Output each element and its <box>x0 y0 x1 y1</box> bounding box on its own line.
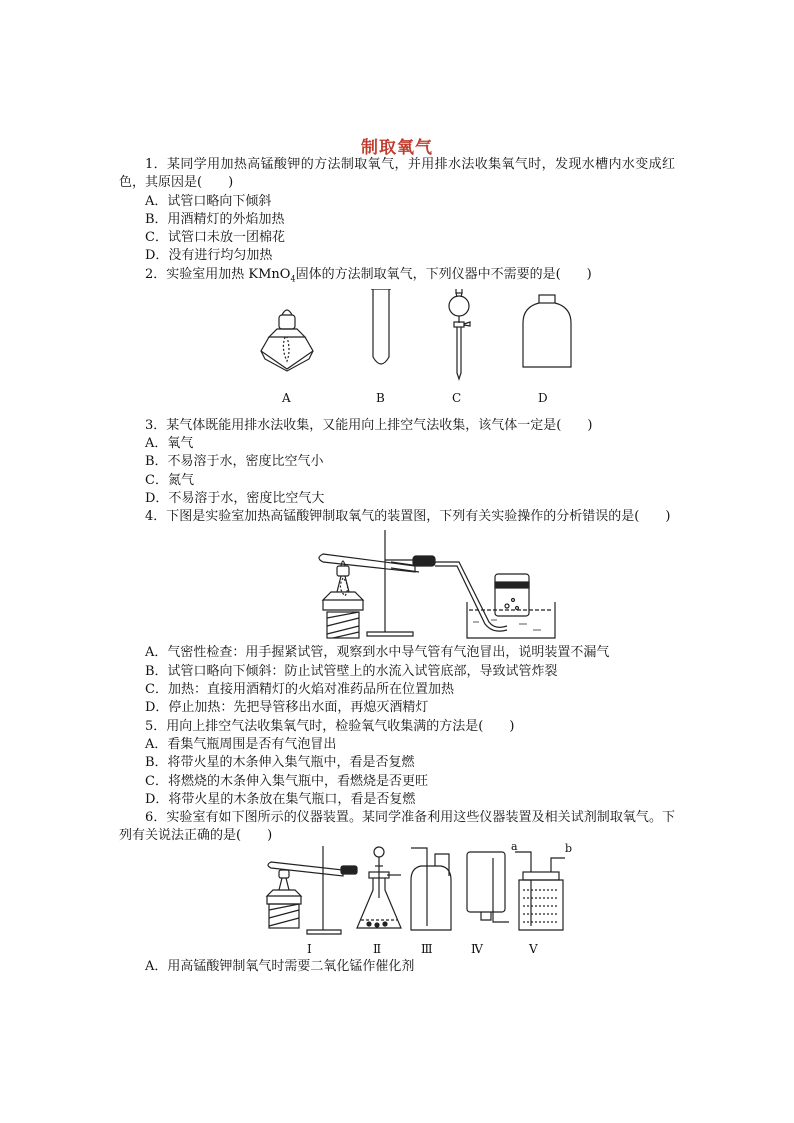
option-a: A．气密性检查：用手握紧试管，观察到水中导气管有气泡冒出，说明装置不漏气 <box>145 645 610 661</box>
question-stem: 1．某同学用加热高锰酸钾的方法制取氧气，并用排水法收集氧气时，发现水槽内水变成红色，其原因是( ) <box>119 157 675 191</box>
figure-label-b: B <box>376 390 385 405</box>
option-b: B．试管口略向下倾斜：防止试管壁上的水流入试管底部，导致试管炸裂 <box>145 663 558 679</box>
option-d: D．没有进行均匀加热 <box>145 248 273 264</box>
option-c: C．将燃烧的木条伸入集气瓶中，看燃烧是否更旺 <box>145 773 428 789</box>
question-1 <box>119 156 675 266</box>
apparatus-set-svg <box>119 846 675 958</box>
question-4 <box>119 508 675 717</box>
figure-label-iv: Ⅳ <box>471 941 483 956</box>
option-c: C．试管口未放一团棉花 <box>145 230 285 246</box>
stem-text: 固体的方法制取氧气，下列仪器中不需要的是( ) <box>295 266 592 282</box>
figure-label-iii: Ⅲ <box>421 941 433 956</box>
alcohol-lamp-icon <box>323 561 363 610</box>
figure-label-a: A <box>282 390 291 405</box>
multipurpose-bottle-icon <box>515 852 565 930</box>
page-title: 制取氧气 <box>361 138 433 158</box>
option-a: A．氧气 <box>145 435 194 451</box>
question-stem: 3．某气体既能用排水法收集，又能用向上排空气法收集，该气体一定是( ) <box>145 417 593 433</box>
separatory-funnel-icon <box>449 289 470 379</box>
question-stem: 5．用向上排空气法收集氧气时，检验氧气收集满的方法是( ) <box>145 718 515 734</box>
reagent-bottle-icon <box>523 295 571 367</box>
port-label-a: a <box>511 839 518 853</box>
option-b: B．将带火星的木条伸入集气瓶中，看是否复燃 <box>145 755 415 771</box>
question-5 <box>119 718 675 809</box>
apparatus-set-figure <box>119 839 675 958</box>
inverted-bottle-icon <box>467 852 509 922</box>
apparatus-figure <box>119 526 675 644</box>
option-d: D．不易溶于水，密度比空气大 <box>145 490 325 506</box>
water-trough-icon <box>467 602 555 638</box>
question-stem <box>119 266 675 289</box>
question-stem: 6．实验室有如下图所示的仪器装置。某同学准备利用这些仪器装置及相关试剂制取氧气。下列有关说法正确的是( ) <box>119 810 675 844</box>
test-tube-icon <box>371 289 391 364</box>
figure-label-i: Ⅰ <box>307 941 312 956</box>
option-a: A．用高锰酸钾制氧气时需要二氧化锰作催化剂 <box>145 958 415 974</box>
option-d: D．停止加热：先把导管移出水面，再熄灭酒精灯 <box>145 700 429 716</box>
figure-label-v: Ⅴ <box>529 941 538 956</box>
question-3 <box>119 417 675 508</box>
test-tube-icon <box>319 554 419 572</box>
delivery-tube-icon <box>435 562 507 631</box>
apparatus-svg <box>119 526 675 644</box>
port-label-b: b <box>565 841 573 855</box>
option-a: A．试管口略向下倾斜 <box>145 193 272 209</box>
option-a: A．看集气瓶周围是否有气泡冒出 <box>145 736 337 752</box>
wooden-block-icon <box>327 612 359 638</box>
question-list <box>119 156 675 976</box>
heating-apparatus-icon <box>267 846 357 934</box>
stem-text: 2．实验室用加热 KMnO <box>145 266 291 282</box>
option-d: D．将带火星的木条放在集气瓶口，看是否复燃 <box>145 791 416 807</box>
iron-stand-icon <box>367 530 435 636</box>
option-c: C．加热：直接用酒精灯的火焰对准药品所在位置加热 <box>145 682 454 698</box>
gas-washing-bottle-icon <box>411 848 451 930</box>
instruments-svg <box>119 289 675 417</box>
figure-label-ii: Ⅱ <box>373 941 382 956</box>
alcohol-lamp-icon <box>261 310 313 371</box>
question-stem: 4．下图是实验室加热高锰酸钾制取氧气的装置图，下列有关实验操作的分析错误的是( ) <box>145 509 671 525</box>
question-2 <box>119 266 675 417</box>
option-b: B．用酒精灯的外焰加热 <box>145 211 285 227</box>
figure-label-c: C <box>452 390 462 405</box>
conical-flask-icon <box>357 847 401 928</box>
stem-subscript: 4 <box>290 274 296 284</box>
option-b: B．不易溶于水，密度比空气小 <box>145 454 324 470</box>
question-6 <box>119 809 675 976</box>
instruments-figure <box>119 289 675 417</box>
figure-label-d: D <box>538 390 548 405</box>
option-c: C．氮气 <box>145 472 194 488</box>
